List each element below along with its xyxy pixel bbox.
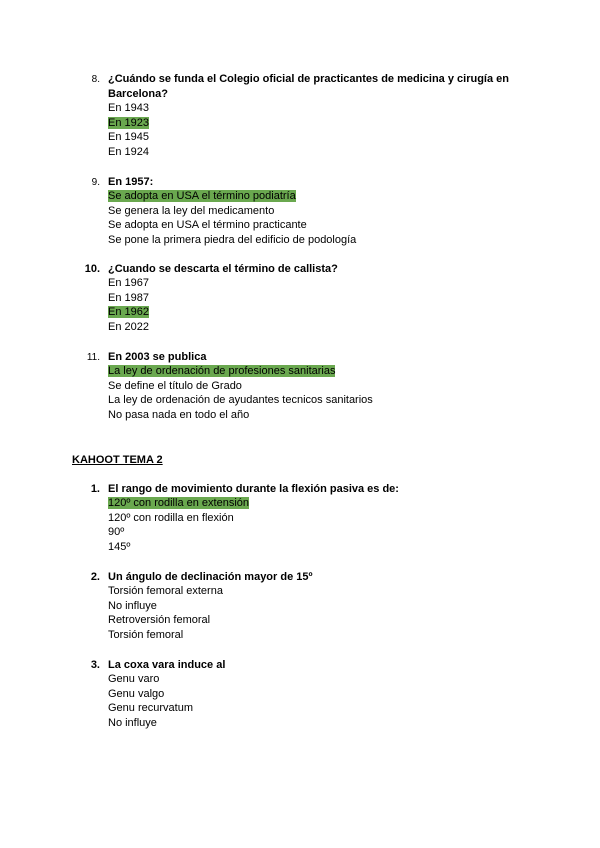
- option-correct: 120º con rodilla en extensión: [108, 497, 250, 509]
- option-correct: Se adopta en USA el término podiatría: [108, 190, 296, 202]
- option: En 1943: [108, 102, 149, 114]
- option: En 2022: [108, 321, 149, 334]
- option: Genu varo: [108, 673, 160, 685]
- option: La ley de ordenación de ayudantes tecnicos sanitarios: [108, 394, 373, 407]
- option: En 1967: [108, 277, 149, 289]
- option-list: [108, 101, 149, 160]
- option: En 1945: [108, 131, 149, 144]
- question-text: En 2003 se publica: [108, 351, 207, 363]
- question-number: 3.: [90, 659, 100, 671]
- option-list: [108, 672, 193, 731]
- question-number: 2.: [90, 571, 100, 583]
- option-list: [108, 276, 149, 335]
- option: En 1987: [108, 291, 149, 304]
- question-number: 10.: [84, 263, 100, 275]
- question-text: En 1957:: [108, 176, 154, 188]
- option: 145º: [108, 541, 131, 554]
- question-text: ¿Cuando se descarta el término de callista?: [108, 263, 338, 275]
- question-number: 8.: [91, 74, 100, 85]
- option: Torsión femoral: [108, 629, 184, 642]
- option: Torsión femoral externa: [108, 585, 223, 597]
- option-list: [108, 496, 249, 555]
- option-correct: En 1962: [108, 306, 149, 319]
- option-list: [108, 584, 223, 643]
- question-number: 9.: [91, 177, 100, 188]
- option: Se define el título de Grado: [108, 379, 242, 392]
- option-list: [108, 364, 373, 423]
- question-text: La coxa vara induce al: [108, 659, 226, 671]
- option: Genu recurvatum: [108, 702, 193, 715]
- option: Se adopta en USA el término practicante: [108, 219, 307, 232]
- option: No influye: [108, 599, 157, 612]
- option: 120º con rodilla en flexión: [108, 511, 234, 524]
- section-title: KAHOOT TEMA 2: [72, 454, 163, 466]
- option: Genu valgo: [108, 687, 165, 700]
- option: 90º: [108, 526, 125, 539]
- question-text: Un ángulo de declinación mayor de 15º: [108, 571, 313, 583]
- option: Retroversión femoral: [108, 614, 211, 627]
- question-number: 1.: [90, 483, 100, 495]
- question-text: El rango de movimiento durante la flexión pasiva es de:: [108, 483, 399, 495]
- option-list: [108, 189, 356, 248]
- option: Se pone la primera piedra del edificio de podología: [108, 234, 357, 247]
- option: No pasa nada en todo el año: [108, 409, 250, 422]
- option: En 1924: [108, 146, 149, 159]
- question-text: ¿Cuándo se funda el Colegio oficial de practicantes de medicina y cirugía en Barcelona?: [108, 73, 509, 100]
- option-correct: La ley de ordenación de profesiones sanitarias: [108, 365, 336, 377]
- option: No influye: [108, 717, 157, 730]
- option: Se genera la ley del medicamento: [108, 204, 275, 217]
- option-correct: En 1923: [108, 116, 149, 129]
- question-number: 11.: [86, 352, 100, 363]
